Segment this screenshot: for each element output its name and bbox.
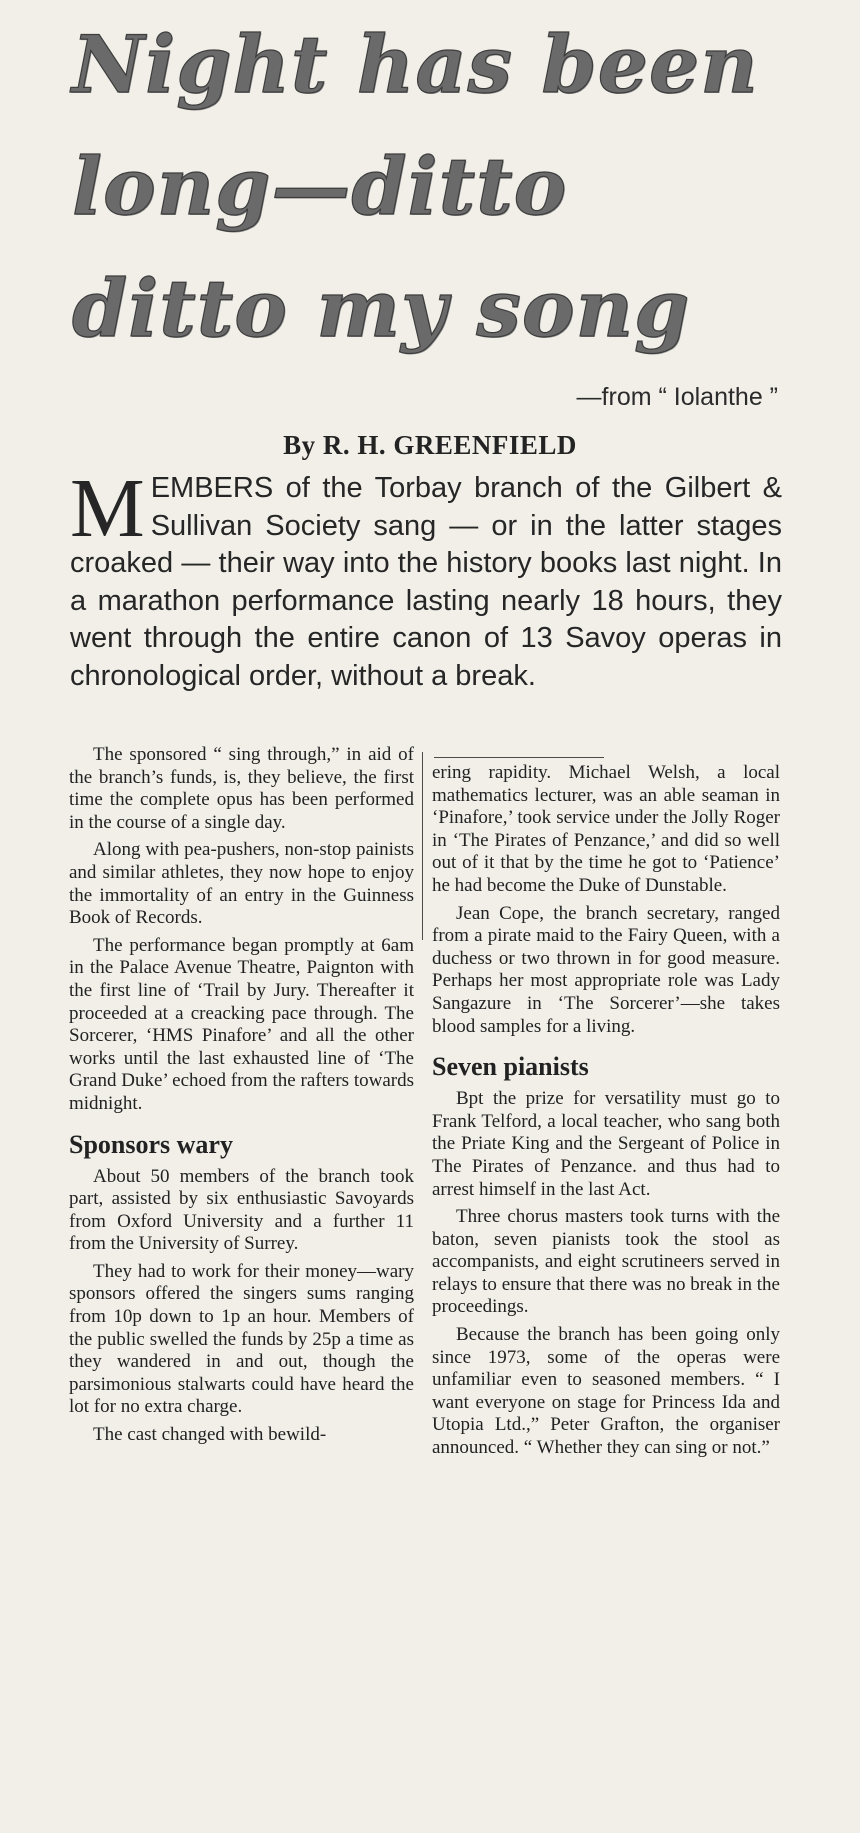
body-paragraph: Because the branch has been going only since 1973, some of the operas were unfamiliar even to seasoned members. “ I want everyone on stage for Princess Ida and Utopia Ltd.,” Peter Grafton, the organiser announced. “ Whether they can sing or not.” [432, 1324, 780, 1459]
body-paragraph: The sponsored “ sing through,” in aid of the branch’s funds, is, they believe, the first time the complete opus has been performed in the course of a single day. [69, 744, 414, 833]
body-paragraph: Along with pea-pushers, non-stop painists and similar athletes, they now hope to enjoy the immortality of an entry in the Guinness Book of Records. [69, 839, 414, 929]
body-paragraph: Bpt the prize for versatility must go to Frank Telford, a local teacher, who sang both the Priate King and the Sergeant of Police in The Pirates of Penzance. and thus had to arrest himself in the last Act. [432, 1088, 780, 1200]
headline [72, 4, 832, 370]
column-top-rule [434, 757, 604, 758]
left-column [69, 744, 414, 1452]
headline-source-credit: —from “ Iolanthe ” [576, 383, 778, 411]
column-divider [422, 752, 423, 940]
subheading-sponsors-wary: Sponsors wary [69, 1129, 233, 1159]
subheading-seven-pianists: Seven pianists [432, 1052, 589, 1082]
body-paragraph: The performance began promptly at 6am in the Palace Avenue Theatre, Paignton with the first line of ‘Trail by Jury. Thereafter it proceeded at a creacking pace through. The Sorcerer, ‘HMS Pinafore’ and all the other works until the last exhausted line of ‘The Grand Duke’ echoed from the rafters towards midnight. [69, 934, 414, 1114]
body-paragraph: ering rapidity. Michael Welsh, a local mathematics lecturer, was an able seaman in ‘Pinafore,’ took service under the Jolly Roger in ‘The Pirates of Penzance,’ and did so well out of it that by the time he got to ‘Patience’ he had become the Duke of Dunstable. [432, 762, 780, 896]
lede-text: EMBERS of the Torbay branch of the Gilbert & Sullivan Society sang — or in the latter stages croaked — their way into the history books last night. In a marathon performance lasting nearly 18 hours, they went through the entire canon of 13 Savoy operas in chronological order, without a break. [70, 472, 782, 692]
body-paragraph: Jean Cope, the branch secretary, ranged from a pirate maid to the Fairy Queen, with a duchess or two thrown in for good measure. Perhaps her most appropriate role was Lady Sangazure in ‘The Sorcerer’—she takes blood samples for a living. [432, 902, 780, 1037]
body-paragraph: About 50 members of the branch took part, assisted by six enthusiastic Savoyards from Oxford University and a further 11 from the University of Surrey. [69, 1165, 414, 1255]
headline-line-2: long—ditto [72, 140, 568, 233]
body-paragraph: Three chorus masters took turns with the baton, seven pianists took the stool as accompanists, and eight scrutineers served in relays to ensure that there was no break in the proceedings. [432, 1206, 780, 1318]
body-paragraph: The cast changed with bewild- [93, 1424, 327, 1446]
headline-line-1: Night has been [72, 18, 759, 111]
headline-line-3: ditto my song [72, 262, 691, 355]
byline: By R. H. GREENFIELD [283, 430, 577, 460]
right-column [432, 762, 780, 1465]
body-paragraph: They had to work for their money—wary sponsors offered the singers sums ranging from 10p down to 1p an hour. Members of the public swelled the funds by 25p a time as they wandered in and out, though the parsimonious stalwarts could have heard the lot for no extra charge. [69, 1260, 414, 1418]
lede-paragraph [70, 462, 782, 695]
drop-cap: M [70, 462, 145, 555]
